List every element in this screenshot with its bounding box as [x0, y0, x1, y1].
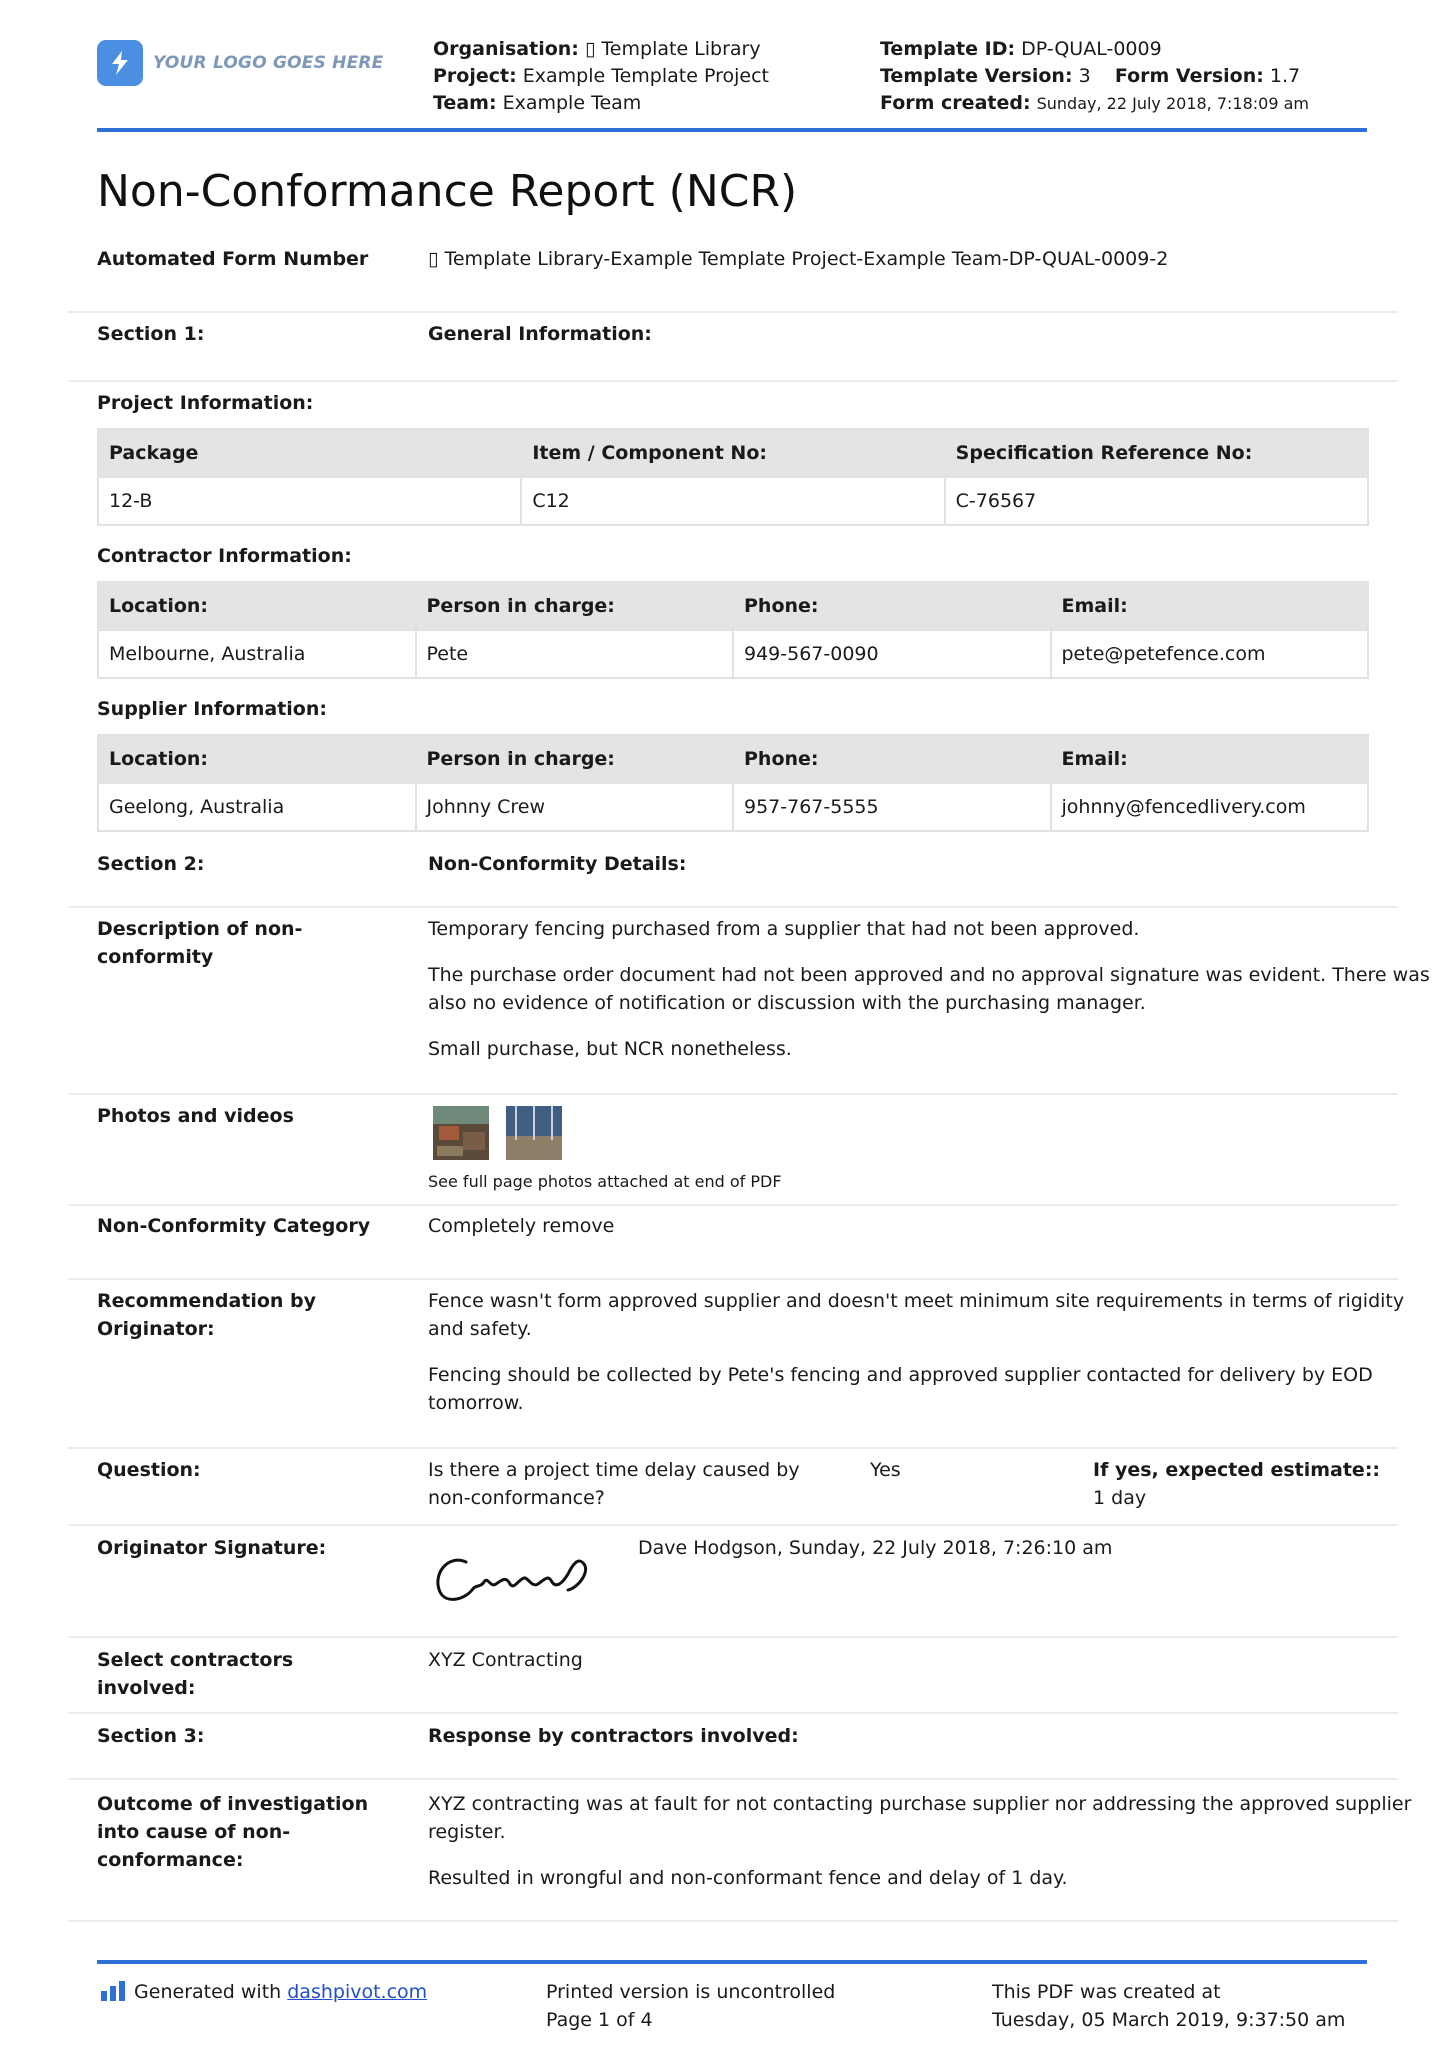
table-header-cell: Location:: [98, 582, 416, 630]
section-3-title: Response by contractors involved:: [428, 1725, 799, 1747]
recommendation-value: [428, 1287, 1438, 1435]
template-version-label: Template Version:: [880, 65, 1073, 87]
table-cell: 949-567-0090: [733, 630, 1051, 678]
description-paragraph: Temporary fencing purchased from a supplier that had not been approved.: [428, 918, 1140, 940]
table-cell: 957-767-5555: [733, 783, 1051, 831]
section-1-label: Section 1:: [97, 323, 205, 345]
team-label: Team:: [433, 92, 497, 114]
table-header-row: [98, 429, 1368, 477]
category-value: Completely remove: [428, 1215, 615, 1237]
recommendation-row: [68, 1287, 1405, 1449]
footer-print-info: [546, 1978, 835, 2034]
question-text: Is there a project time delay caused by non-conformance?: [428, 1459, 800, 1509]
table-header-cell: Item / Component No:: [521, 429, 944, 477]
project-info-table: [97, 428, 1369, 526]
table-header-cell: Location:: [98, 735, 416, 783]
contractor-info-table: [97, 581, 1369, 679]
outcome-value: [428, 1790, 1438, 1910]
form-number-label: Automated Form Number: [97, 248, 369, 270]
signature-label: Originator Signature:: [97, 1537, 327, 1559]
bar-chart-icon: [100, 1981, 128, 2001]
template-id-label: Template ID:: [880, 38, 1016, 60]
page-number: Page 1 of 4: [546, 2009, 653, 2031]
supplier-info-label: Supplier Information:: [97, 698, 327, 720]
table-header-cell: Phone:: [733, 582, 1051, 630]
form-number-row: [68, 245, 1398, 313]
question-label: Question:: [97, 1459, 201, 1481]
organisation-value: ▯ Template Library: [584, 38, 761, 60]
pdf-created-label: This PDF was created at: [992, 1981, 1221, 2003]
team-value: Example Team: [502, 92, 642, 114]
table-cell: 12-B: [98, 477, 521, 525]
form-version-label: Form Version:: [1114, 65, 1264, 87]
header-template-block: [880, 36, 1309, 117]
description-label: Description of non-conformity: [97, 918, 303, 968]
table-header-row: [98, 735, 1368, 783]
dashpivot-link[interactable]: dashpivot.com: [287, 1981, 428, 2003]
form-created-label: Form created:: [880, 92, 1031, 114]
table-row: [98, 783, 1368, 831]
question-estimate: [1093, 1456, 1383, 1512]
recommendation-paragraph: Fence wasn't form approved supplier and doesn't meet minimum site requirements in terms of rigidity and safety.: [428, 1290, 1405, 1340]
section-3-label: Section 3:: [97, 1725, 205, 1747]
table-cell: Johnny Crew: [416, 783, 734, 831]
table-cell: C-76567: [945, 477, 1368, 525]
photo-thumbnail[interactable]: [506, 1106, 562, 1160]
contractor-info-label: Contractor Information:: [97, 545, 352, 567]
table-row: [98, 630, 1368, 678]
outcome-row: [68, 1790, 1412, 1922]
category-row: [68, 1212, 1398, 1280]
question-answer: Yes: [870, 1459, 901, 1481]
photos-label: Photos and videos: [97, 1105, 294, 1127]
table-cell: Geelong, Australia: [98, 783, 416, 831]
project-value: Example Template Project: [522, 65, 769, 87]
table-header-row: [98, 582, 1368, 630]
project-label: Project:: [433, 65, 517, 87]
table-cell: Melbourne, Australia: [98, 630, 416, 678]
photos-caption: See full page photos attached at end of PDF: [428, 1172, 782, 1191]
header-divider: [97, 128, 1367, 132]
signature-row: [68, 1534, 1398, 1638]
description-paragraph: Small purchase, but NCR nonetheless.: [428, 1038, 792, 1060]
table-header-cell: Specification Reference No:: [945, 429, 1368, 477]
question-row: [68, 1456, 1398, 1526]
table-cell: johnny@fencedlivery.com: [1051, 783, 1369, 831]
description-paragraph: The purchase order document had not been approved and no approval signature was evident. There was also no evidence of notification or discussion with the purchasing manager.: [428, 964, 1430, 1014]
section-3-row: [68, 1722, 1398, 1780]
outcome-paragraph: XYZ contracting was at fault for not contacting purchase supplier nor addressing the approved supplier register.: [428, 1793, 1412, 1843]
table-cell: C12: [521, 477, 944, 525]
outcome-paragraph: Resulted in wrongful and non-conformant fence and delay of 1 day.: [428, 1867, 1068, 1889]
header-org-block: [433, 36, 769, 117]
form-created-value: Sunday, 22 July 2018, 7:18:09 am: [1036, 94, 1309, 113]
logo-icon: [97, 40, 143, 86]
table-header-cell: Email:: [1051, 582, 1369, 630]
category-label: Non-Conformity Category: [97, 1215, 371, 1237]
footer-generated: [100, 1978, 427, 2006]
company-logo: [97, 40, 384, 86]
estimate-value: 1 day: [1093, 1487, 1147, 1509]
contractors-row: [68, 1646, 1398, 1714]
template-version-value: 3: [1078, 65, 1091, 87]
page-title: Non-Conformance Report (NCR): [97, 166, 798, 217]
section-2-row: [68, 850, 1398, 908]
recommendation-paragraph: Fencing should be collected by Pete's fencing and approved supplier contacted for delivery by EOD tomorrow.: [428, 1364, 1373, 1414]
estimate-label: If yes, expected estimate::: [1093, 1459, 1381, 1481]
outcome-label: Outcome of investigation into cause of non-conformance:: [97, 1793, 369, 1871]
description-row: [68, 915, 1430, 1095]
contractors-label: Select contractors involved:: [97, 1649, 294, 1699]
supplier-info-table: [97, 734, 1369, 832]
template-id-value: DP-QUAL-0009: [1021, 38, 1162, 60]
signature-image: [428, 1544, 598, 1618]
logo-text: YOUR LOGO GOES HERE: [153, 53, 384, 73]
footer-divider: [97, 1960, 1367, 1964]
organisation-label: Organisation:: [433, 38, 579, 60]
table-cell: pete@petefence.com: [1051, 630, 1369, 678]
table-header-cell: Email:: [1051, 735, 1369, 783]
section-2-title: Non-Conformity Details:: [428, 853, 687, 875]
table-header-cell: Phone:: [733, 735, 1051, 783]
project-info-label: Project Information:: [97, 392, 314, 414]
contractors-value: XYZ Contracting: [428, 1649, 583, 1671]
recommendation-label: Recommendation by Originator:: [97, 1290, 317, 1340]
section-1-title: General Information:: [428, 323, 652, 345]
photos-row: [68, 1102, 1398, 1206]
footer-created: [992, 1978, 1345, 2034]
table-header-cell: Person in charge:: [416, 582, 734, 630]
signature-details: Dave Hodgson, Sunday, 22 July 2018, 7:26:10 am: [638, 1537, 1113, 1559]
table-header-cell: Package: [98, 429, 521, 477]
uncontrolled-note: Printed version is uncontrolled: [546, 1981, 836, 2003]
table-cell: Pete: [416, 630, 734, 678]
pdf-created-value: Tuesday, 05 March 2019, 9:37:50 am: [992, 2009, 1346, 2031]
table-row: [98, 477, 1368, 525]
form-version-value: 1.7: [1269, 65, 1301, 87]
form-number-value: ▯ Template Library-Example Template Project-Example Team-DP-QUAL-0009-2: [428, 248, 1169, 270]
generated-prefix: Generated with: [134, 1981, 282, 2003]
table-header-cell: Person in charge:: [416, 735, 734, 783]
photo-thumbnail[interactable]: [433, 1106, 489, 1160]
description-value: [428, 915, 1438, 1081]
section-1-row: [68, 320, 1398, 382]
section-2-label: Section 2:: [97, 853, 205, 875]
